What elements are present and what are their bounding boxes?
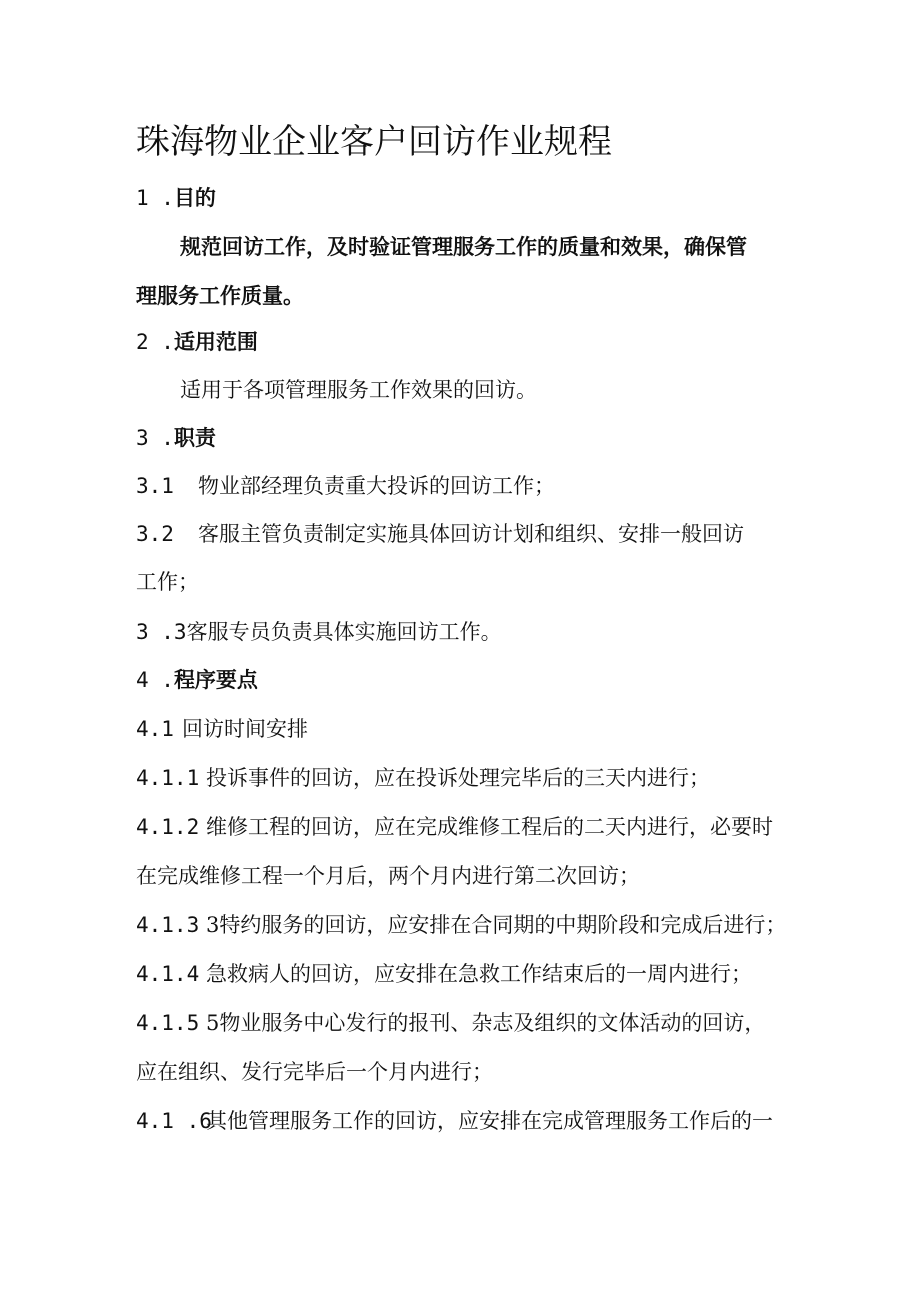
item-text: 维修工程的回访，应在完成维修工程后的二天内进行，必要时 xyxy=(206,815,773,839)
section-title: 程序要点 xyxy=(173,667,258,692)
item-number: 4.1.5 xyxy=(136,1011,200,1035)
list-item xyxy=(136,1107,773,1135)
item-number: 4.1 xyxy=(136,717,174,741)
paragraph-line: 适用于各项管理服务工作效果的回访。 xyxy=(180,378,537,402)
section-title: 目的 xyxy=(173,185,216,210)
paragraph-line: 应在组织、发行完毕后一个月内进行； xyxy=(136,1060,493,1084)
section-title: 适用范围 xyxy=(173,329,258,354)
item-text: 物业部经理负责重大投诉的回访工作； xyxy=(198,474,555,498)
section-number: 2 . xyxy=(136,330,174,354)
list-item xyxy=(136,813,773,841)
item-text: 急救病人的回访，应安排在急救工作结束后的一周内进行； xyxy=(206,962,752,986)
item-number: 4.1.3 xyxy=(136,913,200,937)
list-item xyxy=(136,1009,765,1037)
list-item xyxy=(136,618,502,646)
item-text: 客服专员负责具体实施回访工作。 xyxy=(186,620,502,644)
item-number: 3.2 xyxy=(136,522,174,546)
section-number: 3 . xyxy=(136,426,174,450)
item-number: 4.1.1 xyxy=(136,766,200,790)
item-number: 4.1 .6 xyxy=(136,1109,212,1133)
list-item xyxy=(136,911,786,939)
paragraph-line: 理服务工作质量。 xyxy=(136,283,304,308)
list-item xyxy=(136,715,308,743)
list-item xyxy=(136,960,752,988)
section-heading-scope xyxy=(136,328,258,356)
section-number: 1 . xyxy=(136,186,174,210)
item-number: 4.1.4 xyxy=(136,962,200,986)
section-heading-responsibilities xyxy=(136,424,216,452)
paragraph-line: 工作； xyxy=(136,570,199,594)
section-number: 4 . xyxy=(136,668,174,692)
paragraph-line: 在完成维修工程一个月后，两个月内进行第二次回访； xyxy=(136,864,640,888)
item-number: 3 .3 xyxy=(136,620,187,644)
section-heading-purpose xyxy=(136,184,216,212)
item-text: 客服主管负责制定实施具体回访计划和组织、安排一般回访 xyxy=(198,522,744,546)
section-heading-procedure xyxy=(136,666,258,694)
item-text: 5物业服务中心发行的报刊、杂志及组织的文体活动的回访， xyxy=(206,1011,766,1035)
item-text: 3特约服务的回访，应安排在合同期的中期阶段和完成后进行； xyxy=(206,913,787,937)
paragraph-line: 规范回访工作，及时验证管理服务工作的质量和效果，确保管 xyxy=(180,234,747,259)
list-item xyxy=(136,764,710,792)
section-title: 职责 xyxy=(173,425,216,450)
item-number: 4.1.2 xyxy=(136,815,200,839)
item-text: 其他管理服务工作的回访，应安排在完成管理服务工作后的一 xyxy=(206,1109,773,1133)
item-text: 投诉事件的回访，应在投诉处理完毕后的三天内进行； xyxy=(206,766,710,790)
list-item xyxy=(136,520,744,548)
item-number: 3.1 xyxy=(136,474,174,498)
item-text: 回访时间安排 xyxy=(182,717,308,741)
list-item xyxy=(136,472,555,500)
document-title: 珠海物业企业客户回访作业规程 xyxy=(136,122,612,162)
